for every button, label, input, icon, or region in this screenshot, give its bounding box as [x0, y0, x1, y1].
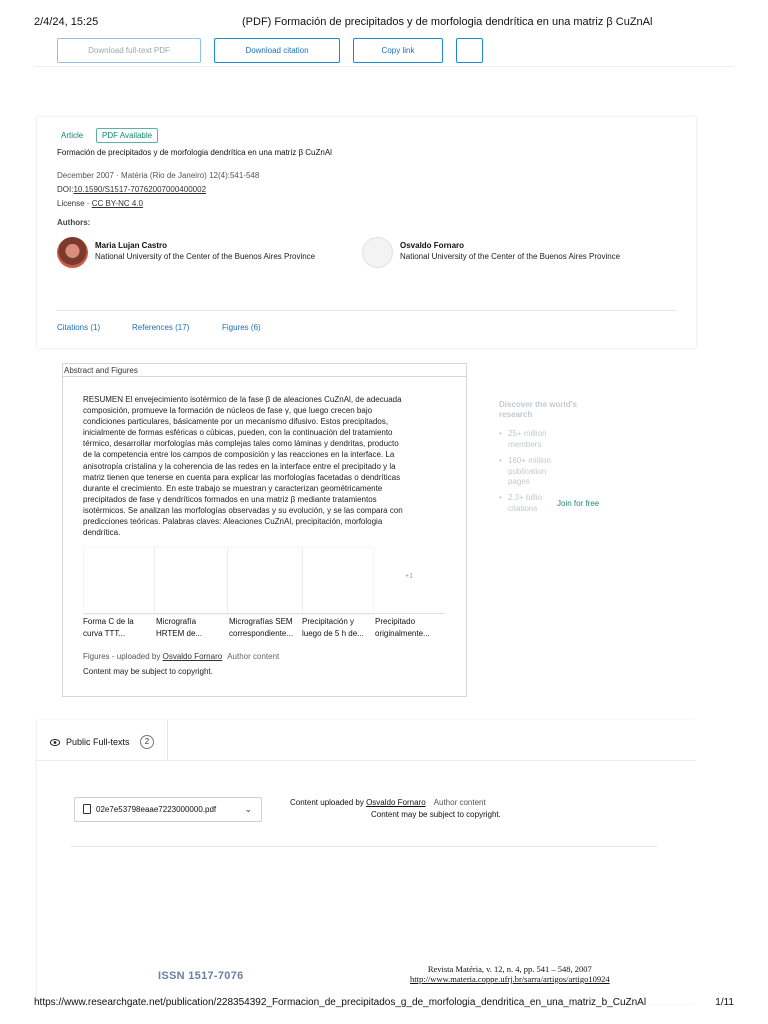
figure-caption-line: Micrografía: [156, 617, 197, 626]
abstract-line: RESUMEN El envejecimiento isotérmico de la fase β de aleaciones CuZnAl, de adecuada: [83, 395, 402, 404]
abstract-panel: [62, 363, 467, 697]
journal-url[interactable]: http://www.materia.coppe.ufrj.br/sarra/artigos/artigo10924: [410, 974, 610, 984]
license-row: [57, 199, 143, 208]
figure-caption[interactable]: [156, 616, 202, 640]
figure-caption-line: Precipitado: [375, 617, 416, 626]
abstract-line: composición, promueve la formación de núcleos de fase γ, que luego crecen bajo: [83, 406, 373, 416]
abstract-line: predicciones teóricas. Palabras claves: Aleaciones CuZnAl, precipitación, morfologia: [83, 517, 383, 527]
copyright-notice: Content may be subject to copyright.: [371, 810, 501, 819]
license-link[interactable]: CC BY-NC 4.0: [91, 199, 143, 208]
tab-citations[interactable]: Citations (1): [57, 323, 101, 332]
stat-value: 2.3+ billio: [508, 493, 543, 502]
license-label: License ·: [57, 199, 92, 208]
figure-caption-line: Micrografías SEM: [229, 617, 293, 626]
join-for-free-link[interactable]: Join for free: [557, 499, 600, 508]
print-page-title: (PDF) Formación de precipitados y de morfologia dendrítica en una matriz β CuZnAl: [242, 16, 653, 28]
more-figures-indicator[interactable]: +1: [405, 573, 413, 580]
public-full-texts-label: Public Full-texts: [66, 737, 130, 747]
promo-stat: [499, 429, 546, 450]
print-header: [34, 16, 734, 32]
publication-card: [37, 117, 696, 348]
abstract-line: condiciones particulares, básicamente por un mecanismo difusivo. Estos precipitados,: [83, 417, 389, 427]
author-avatar[interactable]: [362, 237, 393, 268]
abstract-line: durante el crecimiento. En este trabajo se muestran y caracterizan geométricamente: [83, 483, 383, 493]
full-texts-count-badge: 2: [140, 735, 154, 749]
file-icon: [83, 804, 91, 814]
join-promo: [499, 400, 649, 513]
figure-thumbnail[interactable]: [155, 548, 227, 614]
author-affiliation[interactable]: National University of the Center of the Buenos Aires Province: [95, 252, 316, 261]
figure-caption-line: curva TTT...: [83, 629, 126, 638]
bullet-icon: •: [499, 429, 502, 438]
author-name[interactable]: Maria Lujan Castro: [95, 241, 168, 250]
eye-icon: [50, 739, 60, 746]
bullet-icon: •: [499, 456, 502, 465]
divider: [83, 613, 445, 614]
content-uploaded-by: [290, 798, 486, 807]
abstract-line: anisotropía cristalina y la coherencia de las redes en la interface entre el precipitado y la: [83, 461, 396, 471]
figure-caption[interactable]: [302, 616, 364, 640]
uploaded-by-label: Figures - uploaded by: [83, 652, 163, 661]
tab-public-full-texts[interactable]: [37, 720, 168, 760]
divider: [34, 66, 734, 67]
figure-caption-line: Forma C de la: [83, 617, 134, 626]
divider: [57, 310, 676, 311]
page-number: 1/11: [715, 997, 734, 1008]
figure-thumbnail[interactable]: [228, 548, 302, 614]
tab-figures[interactable]: Figures (6): [222, 323, 261, 332]
copy-link-button[interactable]: Copy link: [353, 38, 443, 63]
promo-stat: [499, 456, 551, 488]
journal-reference: [410, 964, 610, 984]
file-name: 02e7e53798eaae7223000000.pdf: [96, 805, 217, 814]
figures-uploaded-by: [83, 652, 279, 661]
stat-label: pages: [508, 477, 530, 486]
chevron-down-icon: ⌄: [244, 804, 252, 814]
author-content-label: Author content: [227, 652, 280, 661]
author-avatar[interactable]: [57, 237, 88, 268]
figure-caption-line: originalmente...: [375, 629, 430, 638]
page-url: https://www.researchgate.net/publication/228354392_Formacion_de_precipitados_g_de_morfologia_dendritica_en_una_matriz_b_CuZnAl: [34, 997, 647, 1008]
publication-date-source: December 2007 · Matéria (Rio de Janeiro) 12(4):541-548: [57, 171, 260, 180]
copyright-notice: Content may be subject to copyright.: [83, 667, 213, 676]
abstract-text: [83, 394, 447, 538]
journal-reference-line: Revista Matéria, v. 12, n. 4, pp. 541 – 548, 2007: [427, 964, 592, 974]
print-datetime: 2/4/24, 15:25: [34, 16, 99, 28]
issn-label: ISSN 1517-7076: [158, 970, 244, 982]
pdf-available-badge: PDF Available: [96, 128, 158, 143]
figure-caption-line: HRTEM de...: [156, 629, 203, 638]
uploader-link[interactable]: Osvaldo Fornaro: [366, 798, 426, 807]
bullet-icon: •: [499, 493, 502, 502]
full-texts-panel: [37, 720, 696, 1004]
promo-heading: Discover the world's research: [499, 400, 577, 419]
print-footer: [34, 997, 734, 1011]
tab-references[interactable]: References (17): [132, 323, 190, 332]
abstract-line: dendrítica.: [83, 528, 121, 538]
doi-row: [57, 185, 206, 194]
figure-thumbnail[interactable]: [84, 548, 154, 614]
divider: [37, 760, 696, 761]
author-content-label: Author content: [433, 798, 486, 807]
abstract-line: isotérmicos. Se analizan las morfologías observadas y su evolución, y se las compara con: [83, 505, 403, 515]
author-affiliation[interactable]: National University of the Center of the Buenos Aires Province: [400, 252, 621, 261]
stat-label: publication: [508, 466, 547, 476]
divider: [71, 846, 657, 847]
promo-stat: [499, 493, 542, 514]
doi-label: DOI:: [57, 185, 74, 194]
article-type-tag: Article: [61, 131, 84, 140]
download-full-text-pdf-button[interactable]: Download full-text PDF: [57, 38, 201, 63]
figure-caption[interactable]: [83, 616, 134, 640]
figure-caption-line: correspondiente...: [229, 629, 294, 638]
abstract-line: térmico, desarrollar morfologías más complejas tales como láminas y dendritas, producto: [83, 439, 399, 449]
figure-caption[interactable]: [229, 616, 293, 640]
authors-label: Authors:: [57, 218, 91, 227]
file-select-dropdown[interactable]: [74, 797, 262, 822]
figure-caption-line: luego de 5 h de...: [302, 629, 364, 638]
abstract-header: Abstract and Figures: [63, 364, 466, 377]
stat-value: 160+ million: [508, 456, 551, 465]
uploader-link[interactable]: Osvaldo Fornaro: [162, 652, 223, 661]
abstract-line: matriz tienen que tenerse en cuenta para explicar las morfologías facetadas o dendríticas: [83, 472, 401, 482]
download-citation-button[interactable]: Download citation: [214, 38, 340, 63]
publication-title: Formación de precipitados y de morfologia dendrítica en una matriz β CuZnAl: [57, 148, 332, 157]
stat-value: 25+ million: [508, 429, 547, 438]
figure-caption-line: Precipitación y: [302, 617, 355, 626]
stat-label: citations: [508, 503, 538, 513]
figure-thumbnail[interactable]: [303, 548, 373, 614]
abstract-line: de la competencia entre los campos de composición y las reacciones en la interface. La: [83, 450, 395, 460]
action-bar: [57, 38, 734, 64]
abstract-line: precipitados de fase γ dendríticos formados en una matriz β mediante tratamientos: [83, 494, 377, 504]
more-options-button[interactable]: [456, 38, 483, 63]
abstract-line: inicialmente de formas esféricas o cúbicas, pueden, con la continuación del tratamiento: [83, 428, 393, 438]
doi-link[interactable]: 10.1590/S1517-70762007000400002: [73, 185, 207, 194]
figure-caption[interactable]: [375, 616, 430, 640]
uploaded-by-label: Content uploaded by: [290, 798, 367, 807]
author-name[interactable]: Osvaldo Fornaro: [400, 241, 465, 250]
stat-label: members: [508, 439, 542, 449]
